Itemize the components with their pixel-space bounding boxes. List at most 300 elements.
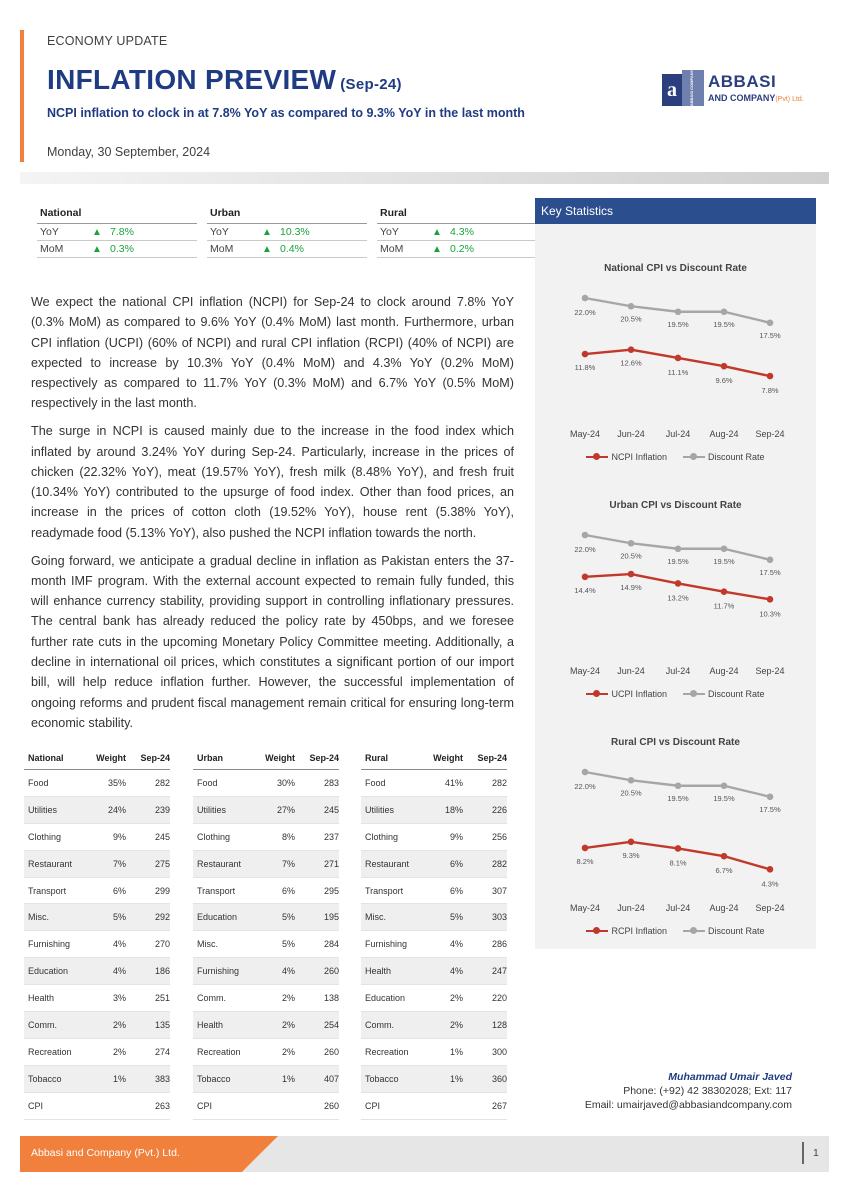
table-row — [361, 824, 507, 851]
data-label: 19.5% — [713, 556, 735, 566]
legend-item — [683, 452, 765, 462]
analyst-name: Muhammad Umair Javed — [668, 1071, 792, 1083]
x-tick-label: Aug-24 — [709, 666, 739, 676]
table-cell: 3% — [112, 993, 126, 1004]
table-cell: 284 — [323, 939, 339, 950]
data-point — [628, 839, 635, 846]
table-cell: 300 — [491, 1046, 507, 1057]
column-header: Sep-24 — [477, 752, 507, 763]
data-label: 20.5% — [620, 788, 642, 798]
table-cell: 260 — [323, 1100, 339, 1111]
table-cell: Utilities — [197, 804, 227, 815]
legend-label: RCPI Inflation — [611, 926, 667, 936]
data-point — [582, 845, 589, 852]
data-label: 19.5% — [667, 793, 689, 803]
legend-label: Discount Rate — [708, 452, 765, 462]
data-point — [767, 793, 774, 800]
table-cell: 251 — [154, 993, 170, 1004]
table-row — [193, 904, 339, 931]
chart-title: Rural CPI vs Discount Rate — [611, 737, 740, 748]
national-cpi-chart — [535, 263, 816, 488]
data-point — [675, 545, 682, 552]
x-tick-label: Sep-24 — [755, 666, 785, 676]
table-cell: 360 — [491, 1073, 507, 1084]
data-point — [675, 308, 682, 315]
data-point — [767, 866, 774, 873]
chart-title: National CPI vs Discount Rate — [604, 263, 747, 274]
data-point — [675, 580, 682, 587]
legend-label: Discount Rate — [708, 926, 765, 936]
data-point — [721, 782, 728, 789]
table-cell: Utilities — [28, 804, 58, 815]
table-row — [193, 1066, 339, 1093]
line-chart-svg — [535, 516, 816, 676]
table-cell: Restaurant — [28, 858, 73, 869]
table-cell: 274 — [154, 1046, 170, 1057]
table-cell: 270 — [154, 939, 170, 950]
report-date: Monday, 30 September, 2024 — [47, 145, 211, 159]
table-row — [24, 824, 170, 851]
legend-label: UCPI Inflation — [611, 689, 667, 699]
summary-header: National — [37, 205, 197, 224]
table-row — [24, 985, 170, 1012]
data-point — [628, 303, 635, 310]
data-label: 22.0% — [574, 782, 596, 791]
table-cell: 295 — [323, 885, 339, 896]
data-point — [628, 571, 635, 578]
data-point — [675, 782, 682, 789]
table-row — [24, 931, 170, 958]
legend-label: Discount Rate — [708, 689, 765, 699]
table-cell: 4% — [112, 966, 126, 977]
data-label: 22.0% — [574, 545, 596, 554]
table-cell: 128 — [491, 1019, 507, 1030]
table-cell: Transport — [197, 885, 236, 896]
table-cell: 5% — [281, 912, 295, 923]
table-cell: Clothing — [197, 831, 231, 842]
table-cell: 6% — [112, 885, 126, 896]
table-cell: Furnishing — [28, 939, 71, 950]
x-tick-label: Aug-24 — [709, 429, 739, 439]
table-row — [361, 931, 507, 958]
table-row — [24, 1066, 170, 1093]
table-cell: Misc. — [197, 939, 218, 950]
table-cell: 263 — [154, 1100, 170, 1111]
x-tick-label: Jul-24 — [665, 666, 691, 676]
table-cell: 1% — [112, 1073, 126, 1084]
table-cell: 275 — [154, 858, 170, 869]
table-cell: 271 — [323, 858, 339, 869]
table-cell: 220 — [491, 993, 507, 1004]
data-point — [628, 346, 635, 353]
header-divider — [20, 172, 829, 184]
column-header: Rural — [365, 752, 389, 763]
table-cell: 307 — [491, 885, 507, 896]
data-label: 20.5% — [620, 551, 642, 561]
table-cell: 2% — [112, 1019, 126, 1030]
table-cell: Health — [197, 1019, 224, 1030]
table-cell: Health — [365, 966, 392, 977]
data-label: 22.0% — [574, 308, 596, 317]
table-row — [24, 1093, 170, 1120]
table-cell: 283 — [323, 777, 339, 788]
analyst-email[interactable]: Email: umairjaved@abbasiandcompany.com — [584, 1099, 792, 1111]
summary-header: Rural — [377, 205, 537, 224]
table-cell: Education — [28, 966, 69, 977]
data-label: 17.5% — [759, 330, 781, 340]
column-header: Urban — [197, 752, 224, 763]
table-cell: 2% — [449, 993, 463, 1004]
table-cell: 254 — [323, 1019, 339, 1030]
table-cell: Transport — [365, 885, 404, 896]
table-row — [361, 1012, 507, 1039]
data-point — [675, 845, 682, 852]
table-header — [193, 746, 339, 770]
chart-legend — [535, 452, 816, 462]
table-cell: 303 — [491, 912, 507, 923]
table-cell: 195 — [323, 912, 339, 923]
table-cell: 260 — [323, 1046, 339, 1057]
table-row — [193, 1093, 339, 1120]
table-cell: 6% — [449, 858, 463, 869]
legend-item — [683, 689, 765, 699]
table-row — [193, 824, 339, 851]
legend-swatch-icon — [586, 452, 608, 462]
table-cell: 4% — [112, 939, 126, 950]
table-cell: 138 — [323, 993, 339, 1004]
table-cell: CPI — [197, 1100, 213, 1111]
table-row — [24, 851, 170, 878]
data-label: 19.5% — [713, 793, 735, 803]
urban-weights-table — [193, 746, 339, 1120]
summary-row: MoM ▲ 0.3% — [37, 241, 197, 258]
title-text: INFLATION PREVIEW — [47, 64, 337, 95]
table-cell: 2% — [281, 993, 295, 1004]
table-row — [193, 878, 339, 905]
table-row — [24, 958, 170, 985]
table-cell: 135 — [154, 1019, 170, 1030]
chart-legend — [535, 689, 816, 699]
table-cell: 6% — [449, 885, 463, 896]
table-cell: 237 — [323, 831, 339, 842]
table-cell: 5% — [281, 939, 295, 950]
table-cell: Furnishing — [197, 966, 240, 977]
summary-urban — [207, 205, 367, 258]
table-cell: 27% — [276, 804, 295, 815]
data-label: 17.5% — [759, 804, 781, 814]
data-label: 9.3% — [622, 850, 640, 860]
table-cell: 286 — [491, 939, 507, 950]
x-tick-label: Sep-24 — [755, 903, 785, 913]
table-row — [24, 770, 170, 797]
table-cell: 6% — [281, 885, 295, 896]
data-label: 8.1% — [669, 858, 687, 868]
table-cell: Utilities — [365, 804, 395, 815]
table-row — [361, 851, 507, 878]
analyst-contact — [560, 1070, 792, 1112]
summary-row: YoY ▲ 10.3% — [207, 224, 367, 241]
column-header: Weight — [265, 752, 295, 763]
table-cell: 299 — [154, 885, 170, 896]
x-tick-label: Jul-24 — [665, 903, 691, 913]
table-cell: 260 — [323, 966, 339, 977]
data-point — [721, 545, 728, 552]
up-arrow-icon: ▲ — [432, 243, 442, 255]
summary-national — [37, 205, 197, 258]
table-cell: 267 — [491, 1100, 507, 1111]
report-topic: ECONOMY UPDATE — [47, 34, 168, 48]
legend-item — [586, 926, 667, 936]
x-tick-label: Sep-24 — [755, 429, 785, 439]
data-point — [767, 373, 774, 380]
legend-swatch-icon — [683, 926, 705, 936]
page-number: 1 — [813, 1147, 819, 1159]
summary-row: YoY ▲ 4.3% — [377, 224, 537, 241]
summary-row: MoM ▲ 0.4% — [207, 241, 367, 258]
data-label: 11.8% — [574, 363, 596, 373]
summary-row: MoM ▲ 0.2% — [377, 241, 537, 258]
column-header: Sep-24 — [309, 752, 339, 763]
data-point — [721, 853, 728, 860]
data-point — [628, 777, 635, 784]
data-label: 4.3% — [761, 879, 779, 889]
table-cell: 35% — [107, 777, 126, 788]
table-cell: 4% — [449, 966, 463, 977]
key-statistics-panel — [535, 224, 816, 949]
data-point — [721, 363, 728, 370]
table-cell: 4% — [281, 966, 295, 977]
chart-title: Urban CPI vs Discount Rate — [609, 500, 742, 511]
table-cell: Transport — [28, 885, 67, 896]
x-tick-label: Jun-24 — [617, 429, 645, 439]
up-arrow-icon: ▲ — [432, 226, 442, 238]
x-tick-label: Jun-24 — [617, 903, 645, 913]
table-row — [24, 904, 170, 931]
data-point — [582, 532, 589, 539]
up-arrow-icon: ▲ — [92, 243, 102, 255]
data-point — [767, 596, 774, 603]
table-cell: 7% — [281, 858, 295, 869]
table-cell: Comm. — [197, 993, 226, 1004]
table-cell: 282 — [491, 858, 507, 869]
paragraph: Going forward, we anticipate a gradual decline in inflation as Pakistan enters the 37-month IMF program. With the external account expected to remain fully funded, this will enhance currency stability, providing support in controlling inflationary pressures. The central bank has already reduced the policy rate by 450bps, and we foresee further rate cuts in the upcoming Monetary Policy Committee meeting. Additionally, a decline in international oil prices, which constitutes a significant portion of our import bill, will help reduce inflation further. However, the successful implementation of ongoing reforms and prudent fiscal management remain critical for ensuring long-term economic stability. — [31, 553, 514, 730]
up-arrow-icon: ▲ — [262, 226, 272, 238]
table-cell: Restaurant — [197, 858, 242, 869]
table-row — [361, 1093, 507, 1120]
data-point — [721, 588, 728, 595]
summary-row: YoY ▲ 7.8% — [37, 224, 197, 241]
rural-weights-table — [361, 746, 507, 1120]
line-chart-svg — [535, 753, 816, 913]
summary-header: Urban — [207, 205, 367, 224]
table-cell: 9% — [112, 831, 126, 842]
table-cell: 256 — [491, 831, 507, 842]
footer-company: Abbasi and Company (Pvt.) Ltd. — [31, 1147, 180, 1159]
x-tick-label: Aug-24 — [709, 903, 739, 913]
table-row — [361, 904, 507, 931]
data-point — [582, 295, 589, 302]
analyst-phone: Phone: (+92) 42 38302028; Ext: 117 — [623, 1085, 792, 1097]
x-tick-label: May-24 — [569, 666, 601, 676]
table-cell: 4% — [449, 939, 463, 950]
data-label: 6.7% — [715, 866, 733, 876]
table-cell: Education — [365, 993, 406, 1004]
table-cell: Education — [197, 912, 238, 923]
legend-item — [586, 452, 667, 462]
data-label: 9.6% — [715, 376, 733, 386]
data-point — [628, 540, 635, 547]
national-weights-table — [24, 746, 170, 1120]
column-header: Weight — [96, 752, 126, 763]
svg-text:a: a — [667, 79, 677, 101]
data-point — [582, 351, 589, 358]
table-cell: Food — [197, 777, 218, 788]
data-label: 7.8% — [761, 386, 779, 396]
table-cell: 8% — [281, 831, 295, 842]
legend-label: NCPI Inflation — [611, 452, 667, 462]
data-label: 11.1% — [667, 367, 689, 377]
table-cell: Tobacco — [28, 1073, 62, 1084]
data-point — [582, 574, 589, 581]
data-label: 8.2% — [576, 856, 594, 866]
table-cell: Food — [28, 777, 49, 788]
table-cell: Health — [28, 993, 55, 1004]
table-cell: 2% — [112, 1046, 126, 1057]
accent-bar — [20, 30, 24, 162]
table-row — [193, 931, 339, 958]
table-row — [361, 1039, 507, 1066]
logo-subname: AND COMPANY(Pvt) Ltd. — [708, 93, 804, 103]
table-cell: 282 — [154, 777, 170, 788]
table-cell: 2% — [281, 1019, 295, 1030]
logo-name: ABBASI — [708, 72, 777, 91]
table-header — [361, 746, 507, 770]
table-cell: Clothing — [28, 831, 62, 842]
table-cell: 1% — [281, 1073, 295, 1084]
logo-mark-icon — [662, 70, 704, 106]
table-cell: 407 — [323, 1073, 339, 1084]
up-arrow-icon: ▲ — [92, 226, 102, 238]
table-cell: Misc. — [365, 912, 386, 923]
key-statistics-title: Key Statistics — [541, 204, 614, 218]
table-cell: Recreation — [197, 1046, 241, 1057]
urban-cpi-chart — [535, 500, 816, 725]
rural-cpi-chart — [535, 737, 816, 962]
table-cell: 24% — [107, 804, 126, 815]
table-cell: 186 — [154, 966, 170, 977]
table-row — [24, 1039, 170, 1066]
data-point — [767, 556, 774, 563]
data-label: 12.6% — [620, 358, 642, 368]
table-cell: 41% — [444, 777, 463, 788]
table-row — [361, 1066, 507, 1093]
table-cell: Comm. — [365, 1019, 394, 1030]
legend-swatch-icon — [586, 689, 608, 699]
paragraph: We expect the national CPI inflation (NCPI) for Sep-24 to clock around 7.8% YoY (0.3% MoM) as compared to 9.6% YoY (0.4% MoM) last month. Furthermore, urban CPI inflation (UCPI) (60% of NCPI) and rural CPI inflation (RCPI) (40% of NCPI) are expected to increase by 10.3% YoY (0.4% MoM) and 4.3% YoY (0.2% MoM) respectively as compared to 11.7% YoY (0.3% MoM) and 6.7% YoY (0.5% MoM) respectively in the last month. — [31, 295, 514, 411]
data-label: 10.3% — [759, 609, 781, 619]
data-label: 19.5% — [667, 319, 689, 329]
table-row — [361, 958, 507, 985]
table-cell: 245 — [323, 804, 339, 815]
table-cell: 7% — [112, 858, 126, 869]
table-row — [193, 985, 339, 1012]
table-cell: Recreation — [365, 1046, 409, 1057]
table-cell: 30% — [276, 777, 295, 788]
legend-item — [683, 926, 765, 936]
data-label: 19.5% — [713, 319, 735, 329]
x-tick-label: Jun-24 — [617, 666, 645, 676]
body-text — [31, 292, 514, 741]
table-cell: 247 — [491, 966, 507, 977]
table-cell: 18% — [444, 804, 463, 815]
table-cell: 5% — [449, 912, 463, 923]
line-chart-svg — [535, 279, 816, 439]
table-row — [361, 797, 507, 824]
chart-legend — [535, 926, 816, 936]
data-label: 11.7% — [713, 601, 735, 611]
table-row — [193, 851, 339, 878]
table-cell: Clothing — [365, 831, 399, 842]
svg-text:ABBASI COMPANY: ABBASI COMPANY — [689, 70, 694, 106]
table-cell: Tobacco — [365, 1073, 399, 1084]
table-row — [24, 878, 170, 905]
table-cell: 383 — [154, 1073, 170, 1084]
table-row — [361, 878, 507, 905]
data-point — [675, 355, 682, 362]
table-cell: 9% — [449, 831, 463, 842]
table-cell: 1% — [449, 1073, 463, 1084]
table-cell: Recreation — [28, 1046, 72, 1057]
paragraph: The surge in NCPI is caused mainly due to the increase in the food index which inflated by around 3.24% YoY during Sep-24. Particularly, increase in the prices of chicken (22.32% YoY), meat (19.57% YoY), fresh milk (8.48% YoY), and fresh fruit (10.34% YoY) contributed to the upsurge of food index. Other than food prices, an increase in the prices of cotton cloth (19.52% YoY), house rent (5.38% YoY), readymade food (5.13% YoY), also pushed the NCPI inflation towards the north. — [31, 424, 514, 540]
footer-divider — [802, 1142, 804, 1164]
table-cell: CPI — [28, 1100, 44, 1111]
page-title — [47, 64, 402, 96]
table-row — [361, 985, 507, 1012]
page-subtitle: NCPI inflation to clock in at 7.8% YoY as compared to 9.3% YoY in the last month — [47, 106, 525, 120]
table-cell: Tobacco — [197, 1073, 231, 1084]
up-arrow-icon: ▲ — [262, 243, 272, 255]
table-cell: Restaurant — [365, 858, 410, 869]
data-label: 17.5% — [759, 567, 781, 577]
x-tick-label: Jul-24 — [665, 429, 691, 439]
legend-item — [586, 689, 667, 699]
table-cell: Food — [365, 777, 386, 788]
table-row — [193, 1012, 339, 1039]
table-cell: 292 — [154, 912, 170, 923]
column-header: Weight — [433, 752, 463, 763]
data-point — [582, 769, 589, 776]
legend-swatch-icon — [586, 926, 608, 936]
column-header: Sep-24 — [140, 752, 170, 763]
table-cell: 282 — [491, 777, 507, 788]
data-label: 19.5% — [667, 556, 689, 566]
column-header: National — [28, 752, 64, 763]
legend-swatch-icon — [683, 452, 705, 462]
table-cell: CPI — [365, 1100, 381, 1111]
data-label: 14.4% — [574, 585, 596, 595]
x-tick-label: May-24 — [569, 903, 601, 913]
table-row — [193, 958, 339, 985]
table-cell: 239 — [154, 804, 170, 815]
data-point — [721, 308, 728, 315]
legend-swatch-icon — [683, 689, 705, 699]
table-cell: 2% — [449, 1019, 463, 1030]
key-statistics-header — [535, 198, 816, 224]
table-cell: Furnishing — [365, 939, 408, 950]
table-row — [193, 797, 339, 824]
x-tick-label: May-24 — [569, 429, 601, 439]
table-cell: 245 — [154, 831, 170, 842]
